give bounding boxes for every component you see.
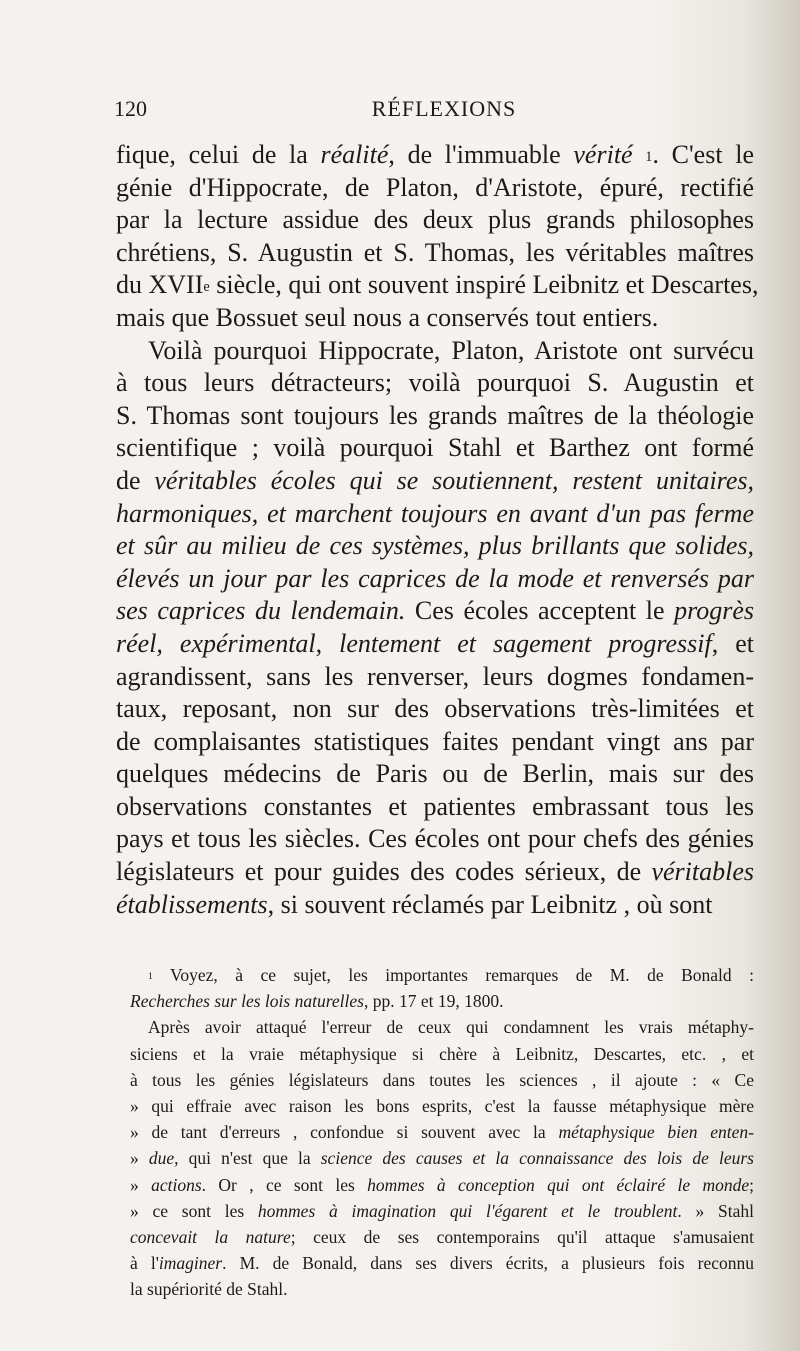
page-header <box>114 96 754 136</box>
body-line: élevés un jour par les caprices de la mode et renversés par <box>116 563 754 593</box>
footnote-line: siciens et la vraie métaphysique si chère à Leibnitz, Descartes, etc. , et <box>130 1043 754 1064</box>
footnote-line: $^1$ Voyez, à ce sujet, les importantes remarques de M. de Bonald : <box>148 965 754 985</box>
page-number: 120 <box>114 96 147 121</box>
body-line: scientifique ; voilà pourquoi Stahl et Barthez ont formé <box>116 433 754 463</box>
body-line: harmoniques, et marchent toujours en avant d'un pas ferme <box>116 498 754 528</box>
footnote-line: la supériorité de Stahl. <box>130 1279 288 1300</box>
body-line: agrandissent, sans les renverser, leurs dogmes fondamen- <box>116 661 754 691</box>
footnote-line: Après avoir attaqué l'erreur de ceux qui condamnent les vrais métaphy- <box>148 1017 754 1038</box>
body-line: par la lecture assidue des deux plus grands philosophes <box>116 205 754 235</box>
footnote-line: à tous les génies législateurs dans toutes les sciences , il ajoute : « Ce <box>130 1069 754 1090</box>
body-line: ses caprices du lendemain. Ces écoles acceptent le progrès <box>116 596 754 626</box>
body-line: pays et tous les siècles. Ces écoles ont pour chefs des génies <box>116 824 754 854</box>
footnote-line: » qui effraie avec raison les bons esprits, c'est la fausse métaphysique mère <box>130 1096 754 1117</box>
body-line: de complaisantes statistiques faites pendant vingt ans par <box>116 726 754 756</box>
body-text <box>116 139 759 921</box>
body-line: chrétiens, S. Augustin et S. Thomas, les véritables maîtres <box>116 237 754 267</box>
footnote-line: » due, qui n'est que la science des causes et la connaissance des lois de leurs <box>130 1148 754 1169</box>
body-line: établissements, si souvent réclamés par Leibnitz , où sont <box>116 889 713 919</box>
running-title: RÉFLEXIONS <box>371 96 517 121</box>
footnotes <box>130 962 754 1303</box>
body-line: mais que Bossuet seul nous a conservés tout entiers. <box>116 302 659 332</box>
body-line: fique, celui de la réalité, de l'immuable vérité $^1$. C'est le <box>116 140 754 169</box>
footnote-line: à l'imaginer. M. de Bonald, dans ses divers écrits, a plusieurs fois reconnu <box>130 1253 754 1274</box>
footnote-line: » ce sont les hommes à imagination qui l'égarent et le troublent. » Stahl <box>130 1200 754 1221</box>
footnote-line: concevait la nature; ceux de ses contemporains qu'il attaque s'amusaient <box>130 1227 754 1248</box>
footnote-line: Recherches sur les lois naturelles, pp. 17 et 19, 1800. <box>130 991 504 1012</box>
body-line: de véritables écoles qui se soutiennent, restent unitaires, <box>116 465 754 495</box>
body-line: S. Thomas sont toujours les grands maîtres de la théologie <box>116 400 754 430</box>
body-line: observations constantes et patientes embrassant tous les <box>116 791 754 821</box>
body-line: à tous leurs détracteurs; voilà pourquoi S. Augustin et <box>116 368 754 398</box>
body-line: génie d'Hippocrate, de Platon, d'Aristote, épuré, rectifié <box>116 172 754 202</box>
footnote-line: » de tant d'erreurs , confondue si souvent avec la métaphysique bien enten- <box>130 1122 754 1143</box>
body-line: et sûr au milieu de ces systèmes, plus brillants que solides, <box>116 531 754 561</box>
body-line: taux, reposant, non sur des observations très-limitées et <box>116 694 754 724</box>
body-line: réel, expérimental, lentement et sagement progressif, et <box>116 628 755 658</box>
body-line: législateurs et pour guides des codes sérieux, de véritables <box>116 857 754 887</box>
footnote-line: » actions. Or , ce sont les hommes à conception qui ont éclairé le monde; <box>130 1174 754 1195</box>
body-line: Voilà pourquoi Hippocrate, Platon, Aristote ont survécu <box>148 335 754 365</box>
body-line: quelques médecins de Paris ou de Berlin, mais sur des <box>116 759 754 789</box>
body-line: du XVIIe siècle, qui ont souvent inspiré Leibnitz et Descartes, <box>116 270 759 300</box>
